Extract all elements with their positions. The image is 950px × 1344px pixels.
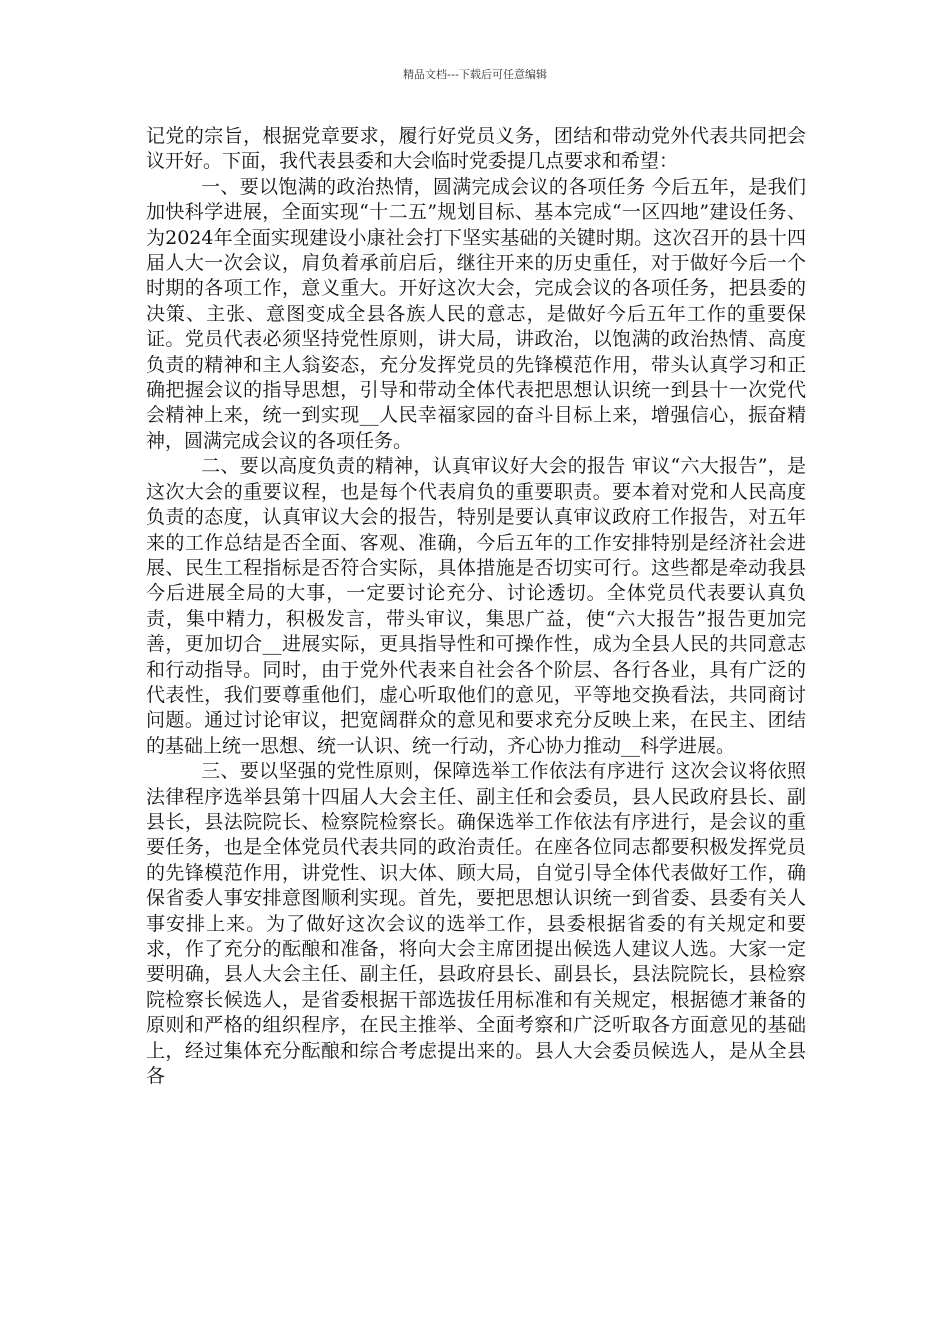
paragraph-section-three: 三、要以坚强的党性原则，保障选举工作依法有序进行 这次会议将依照法律程序选举县第十四届人大会主任、副主任和会委员，县人民政府县长、副县长，县法院院长、检察院检察长。确保选举工作依法有序进行，是会议的重要任务，也是全体党员代表共同的政治责任。在座各位同志都要积极发挥党员的先锋模范作用，讲党性、识大体、顾大局，自觉引导全体代表做好工作，确保省委人事安排意图顺利实现。首先，要把思想认识统一到省委、县委有关人事安排上来。为了做好这次会议的选举工作，县委根据省委的有关规定和要求，作了充分的酝酿和准备，将向大会主席团提出候选人建议人选。大家一定要明确，县人大会主任、副主任，县政府县长、副县长，县法院院长，县检察院检察长候选人，是省委根据干部选拔任用标准和有关规定，根据德才兼备的原则和严格的组织程序，在民主推举、全面考察和广泛听取各方面意见的基础上，经过集体充分酝酿和综合考虑提出来的。县人大会委员候选人，是从全县各	[146, 760, 806, 1088]
paragraph-section-two: 二、要以高度负责的精神，认真审议好大会的报告 审议“六大报告”，是这次大会的重要议程，也是每个代表肩负的重要职责。要本着对党和人民高度负责的态度，认真审议大会的报告，特别是要认真审议政府工作报告，对五年来的工作总结是否全面、客观、准确，今后五年的工作安排特别是经济社会进展、民生工程指标是否符合实际，具体措施是否切实可行。这些都是牵动我县今后进展全局的大事，一定要讨论充分、讨论透切。全体党员代表要认真负责，集中精力，积极发言，带头审议，集思广益，使“六大报告”报告更加完善，更加切合__进展实际，更具指导性和可操作性，成为全县人民的共同意志和行动指导。同时，由于党外代表来自社会各个阶层、各行各业，具有广泛的代表性，我们要尊重他们，虚心听取他们的意见，平等地交换看法，共同商讨问题。通过讨论审议，把宽阔群众的意见和要求充分反映上来，在民主、团结的基础上统一思想、统一认识、统一行动，齐心协力推动__科学进展。	[146, 455, 806, 757]
paragraph-section-one: 一、要以饱满的政治热情，圆满完成会议的各项任务 今后五年，是我们加快科学进展，全面实现“十二五”规划目标、基本完成“一区四地”建设任务、为2024年全面实现建设小康社会打下坚实基础的关键时期。这次召开的县十四届人大一次会议，肩负着承前启后，继往开来的历史重任，对于做好今后一个时期的各项工作，意义重大。开好这次大会，完成会议的各项任务，把县委的决策、主张、意图变成全县各族人民的意志，是做好今后五年工作的重要保证。党员代表必须坚持党性原则，讲大局，讲政治，以饱满的政治热情、高度负责的精神和主人翁姿态，充分发挥党员的先锋模范作用，带头认真学习和正确把握会议的指导思想，引导和带动全体代表把思想认识统一到县十一次党代会精神上来，统一到实现__人民幸福家园的奋斗目标上来，增强信心，振奋精神，圆满完成会议的各项任务。	[146, 175, 806, 452]
paragraph-continuation: 记党的宗旨，根据党章要求，履行好党员义务，团结和带动党外代表共同把会议开好。下面，我代表县委和大会临时党委提几点要求和希望：	[146, 125, 806, 173]
page-header: 精品文档---下载后可任意编辑	[403, 68, 547, 81]
document-body	[146, 124, 806, 1089]
